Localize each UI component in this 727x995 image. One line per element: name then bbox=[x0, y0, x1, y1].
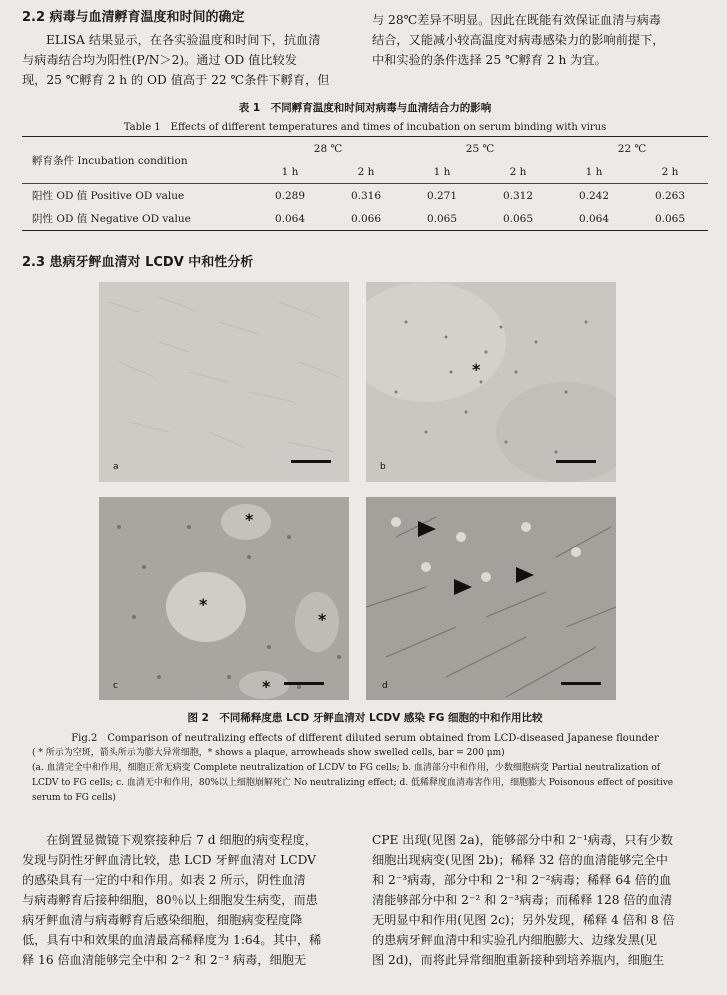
text-line: 中和实验的条件选择 25 ℃孵育 2 h 为宜。 bbox=[372, 53, 607, 67]
micrograph-image bbox=[366, 282, 616, 482]
table-temperature-header: 28 ℃ bbox=[313, 142, 343, 155]
text-line: CPE 出现(见图 2a)，能够部分中和 2⁻¹病毒，只有少数 bbox=[372, 833, 674, 847]
panel-label: b bbox=[380, 462, 386, 472]
micrograph-image bbox=[99, 282, 349, 482]
section-2-2-right-text bbox=[372, 10, 706, 70]
text-line: 释 16 倍血清能够完全中和 2⁻² 和 2⁻³ 病毒，细胞无 bbox=[22, 953, 307, 967]
table-1-title-en: Table 1 Effects of different temperatures and times of incubation on serum binding with virus bbox=[123, 122, 607, 133]
text-line: 在倒置显微镜下观察接种后 7 d 细胞的病变程度， bbox=[46, 833, 317, 847]
section-2-2-left-text bbox=[22, 30, 363, 90]
text-line: 发现与阴性牙鲆血清比较，患 LCD 牙鲆血清对 LCDV bbox=[22, 853, 316, 867]
figure-2-notes bbox=[32, 746, 708, 806]
table-cell: 0.312 bbox=[502, 189, 534, 202]
table-row-label: 阳性 OD 值 Positive OD value bbox=[32, 190, 185, 202]
table-time-header: 1 h bbox=[281, 165, 299, 178]
table-cell: 0.064 bbox=[274, 212, 306, 225]
table-row bbox=[22, 207, 708, 231]
table-cell: 0.064 bbox=[578, 212, 610, 225]
table-row bbox=[22, 184, 708, 208]
text-line: 图 2d)，而将此异常细胞重新接种到培养瓶内，细胞生 bbox=[372, 953, 665, 967]
text-line: 清能够部分中和 2⁻² 和 2⁻³病毒；而稀释 128 倍的血清 bbox=[372, 893, 673, 907]
text-line: 低，具有中和效果的血清最高稀释度为 1:64。其中，稀 bbox=[22, 933, 322, 947]
figure-2-caption-cn: 图 2 不同稀释度患 LCD 牙鲆血清对 LCDV 感染 FG 细胞的中和作用比较 bbox=[187, 712, 543, 724]
micrograph-image bbox=[366, 497, 616, 700]
table-cell: 0.289 bbox=[274, 189, 306, 202]
figure-2-caption-en: Fig.2 Comparison of neutralizing effects of different diluted serum obtained from LCD-diseased Japanese flounder bbox=[71, 733, 659, 744]
text-line: 无明显中和作用(见图 2c)；另外发现，稀释 4 倍和 8 倍 bbox=[372, 913, 675, 927]
figure-panel-c bbox=[99, 497, 349, 700]
table-cell: 0.316 bbox=[350, 189, 382, 202]
table-time-header: 2 h bbox=[357, 165, 375, 178]
plaque-marker: * bbox=[262, 677, 271, 696]
table-row-header: 孵育条件 Incubation condition bbox=[32, 154, 188, 167]
table-time-header: 1 h bbox=[585, 165, 603, 178]
table-cell: 0.271 bbox=[426, 189, 458, 202]
body-left-column bbox=[22, 830, 363, 970]
panel-label: d bbox=[382, 681, 388, 691]
text-line: 病牙鲆血清与病毒孵育后感染细胞，细胞病变程度降 bbox=[22, 913, 303, 927]
text-line: 与病毒孵育后接种细胞，80％以上细胞发生病变，而患 bbox=[22, 893, 318, 907]
table-1 bbox=[22, 136, 708, 231]
body-right-column bbox=[372, 830, 706, 970]
figure-panel-a bbox=[99, 282, 349, 482]
table-time-header: 1 h bbox=[433, 165, 451, 178]
section-2-3-heading: 2.3 患病牙鲆血清对 LCDV 中和性分析 bbox=[22, 255, 254, 270]
text-line: 与 28℃差异不明显。因此在既能有效保证血清与病毒 bbox=[372, 13, 661, 27]
plaque-marker: * bbox=[472, 360, 481, 379]
table-row-label: 阴性 OD 值 Negative OD value bbox=[32, 213, 191, 225]
figure-note: ( * 所示为空斑，箭头所示为膨大异常细胞，* shows a plaque, arrowheads show swelled cells, bar = 200 μm) bbox=[32, 748, 505, 758]
table-time-header: 2 h bbox=[509, 165, 527, 178]
micrograph-image bbox=[99, 497, 349, 700]
text-line: 的感染具有一定的中和作用。如表 2 所示，阴性血清 bbox=[22, 873, 306, 887]
text-line: 与病毒结合均为阳性(P/N＞2)。通过 OD 值比较发 bbox=[22, 53, 297, 67]
table-temperature-header: 22 ℃ bbox=[617, 142, 647, 155]
table-cell: 0.066 bbox=[350, 212, 382, 225]
figure-note: (a. 血清完全中和作用，细胞正常无病变 Complete neutralization of LCDV to FG cells; b. 血清部分中和作用，少数细胞病变 Partial neutralization of bbox=[32, 763, 661, 773]
table-cell: 0.065 bbox=[654, 212, 686, 225]
figure-panel-b bbox=[366, 282, 616, 482]
text-line: 的患病牙鲆血清中和实验孔内细胞膨大、边缘发黑(见 bbox=[372, 933, 658, 947]
text-line: ELISA 结果显示，在各实验温度和时间下，抗血清 bbox=[46, 33, 321, 47]
table-temperature-header: 25 ℃ bbox=[465, 142, 495, 155]
table-cell: 0.263 bbox=[654, 189, 686, 202]
plaque-marker: * bbox=[199, 595, 208, 614]
table-time-header: 2 h bbox=[661, 165, 679, 178]
text-line: 结合，又能减小较高温度对病毒感染力的影响前提下， bbox=[372, 33, 665, 47]
section-2-2-heading: 2.2 病毒与血清孵育温度和时间的确定 bbox=[22, 10, 245, 25]
figure-note: LCDV to FG cells; c. 血清无中和作用，80%以上细胞崩解死亡 No neutralizing effect; d. 低稀释度血清毒害作用，细胞膨大 Poisonous effect of positive bbox=[32, 778, 674, 788]
text-line: 细胞出现病变(见图 2b)；稀释 32 倍的血清能够完全中 bbox=[372, 853, 668, 867]
text-line: 和 2⁻³病毒，部分中和 2⁻¹和 2⁻²病毒；稀释 64 倍的血 bbox=[372, 873, 672, 887]
panel-label: c bbox=[113, 681, 118, 691]
figure-panel-d bbox=[366, 497, 616, 700]
figure-note: serum to FG cells) bbox=[32, 793, 116, 803]
table-1-title-cn: 表 1 不同孵育温度和时间对病毒与血清结合力的影响 bbox=[238, 102, 492, 114]
panel-label: a bbox=[113, 462, 119, 472]
table-cell: 0.065 bbox=[502, 212, 534, 225]
plaque-marker: * bbox=[318, 610, 327, 629]
table-cell: 0.065 bbox=[426, 212, 458, 225]
text-line: 现，25 ℃孵育 2 h 的 OD 值高于 22 ℃条件下孵育，但 bbox=[22, 73, 330, 87]
plaque-marker: * bbox=[245, 510, 254, 529]
table-cell: 0.242 bbox=[578, 189, 610, 202]
